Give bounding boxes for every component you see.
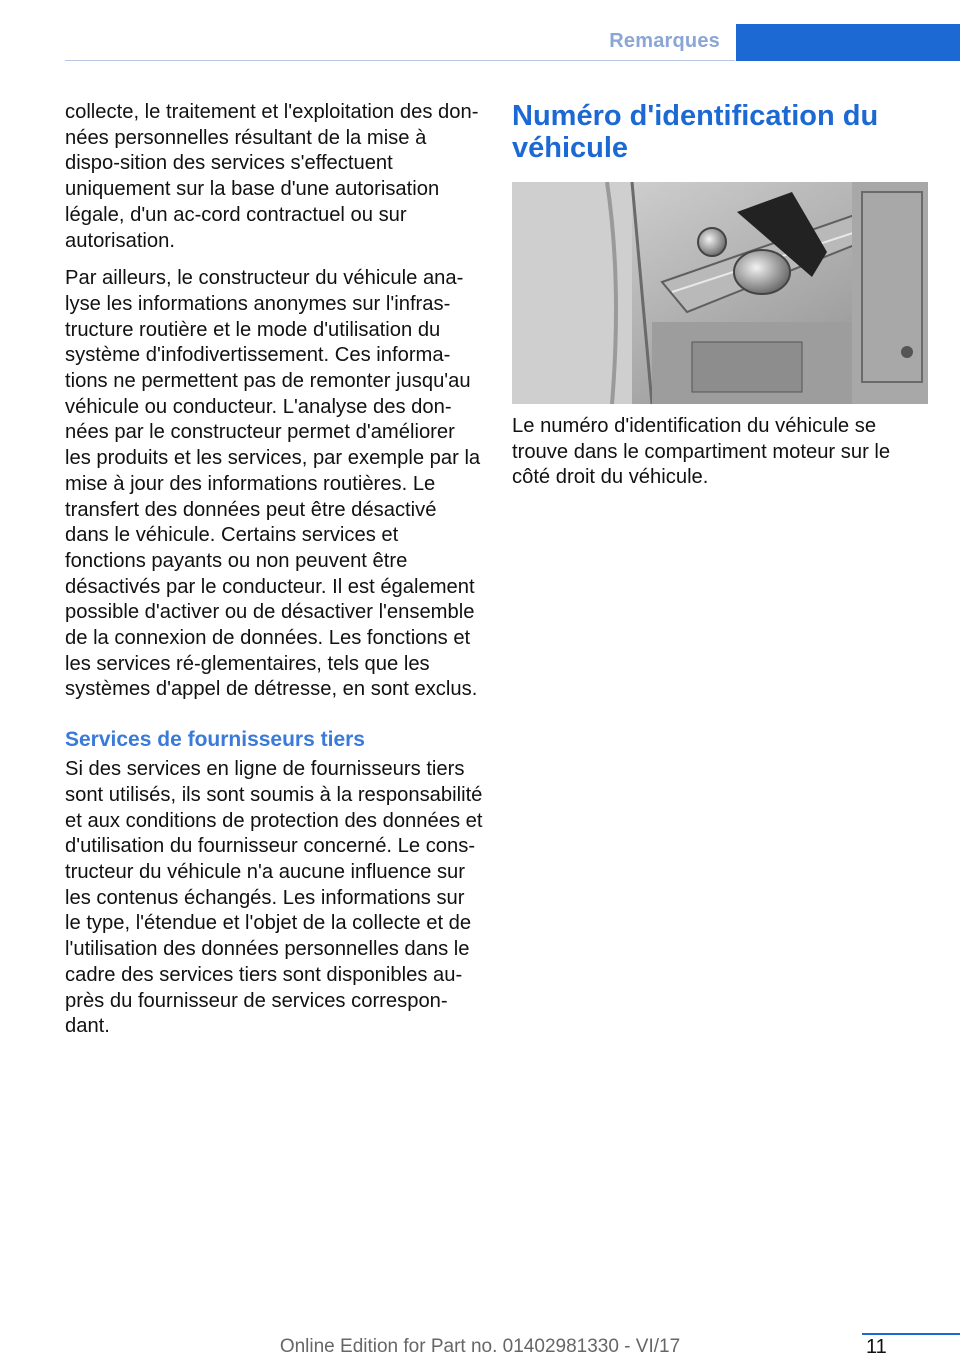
page-number-rule — [862, 1333, 960, 1335]
page-number: 11 — [866, 1336, 887, 1358]
section-title: Remarques — [609, 30, 720, 52]
left-column — [65, 100, 483, 1052]
right-column — [512, 100, 930, 503]
paragraph: Le numéro d'identification du véhicule se trouve dans le compartiment moteur sur le côté droit du véhicule. — [512, 415, 891, 489]
subheading: Services de fournisseurs tiers — [65, 728, 365, 752]
section-heading: Numéro d'identification du véhicule — [512, 100, 879, 164]
paragraph: Par ailleurs, le constructeur du véhicule ana-lyse les informations anonymes sur l'infras-tructure routière et le mode d'utilisation du système d'infodivertissement. Ces informa-tions ne permettent pas de remonter jusqu'au véhicule ou conducteur. L'analyse des don-nées par le constructeur permet d'améliorer les produits et les services, par exemple par la mise à jour des informations routières. Le transfert des données peut être désactivé dans le véhicule. Certains services et fonctions payants ou non peuvent être désactivés par le conducteur. Il est également possible d'activer ou de désactiver l'ensemble de la connexion de données. Les fonctions et les services ré-glementaires, tels que les systèmes d'appel de détresse, en sont exclus. — [65, 267, 481, 701]
paragraph: collecte, le traitement et l'exploitation des don-nées personnelles résultant de la mise à dispo-sition des services s'effectuent uniquement sur la base d'une autorisation légale, d'un ac-cord contractuel ou sur autorisation. — [65, 101, 479, 252]
header-accent-block — [736, 24, 960, 61]
header-rule — [65, 60, 735, 61]
engine-compartment-photo — [512, 182, 928, 404]
paragraph: Si des services en ligne de fournisseurs tiers sont utilisés, ils sont soumis à la responsabilité et aux conditions de protection des données et d'utilisation du fournisseur concerné. Le cons-tructeur du véhicule n'a aucune influence sur les contenus échangés. Les informations sur le type, l'étendue et l'objet de la collecte et de l'utilisation des données personnelles dans le cadre des services tiers sont disponibles au-près du fournisseur de services correspon-dant. — [65, 758, 483, 1038]
edition-footer: Online Edition for Part no. 01402981330 - VI/17 — [279, 1336, 681, 1357]
